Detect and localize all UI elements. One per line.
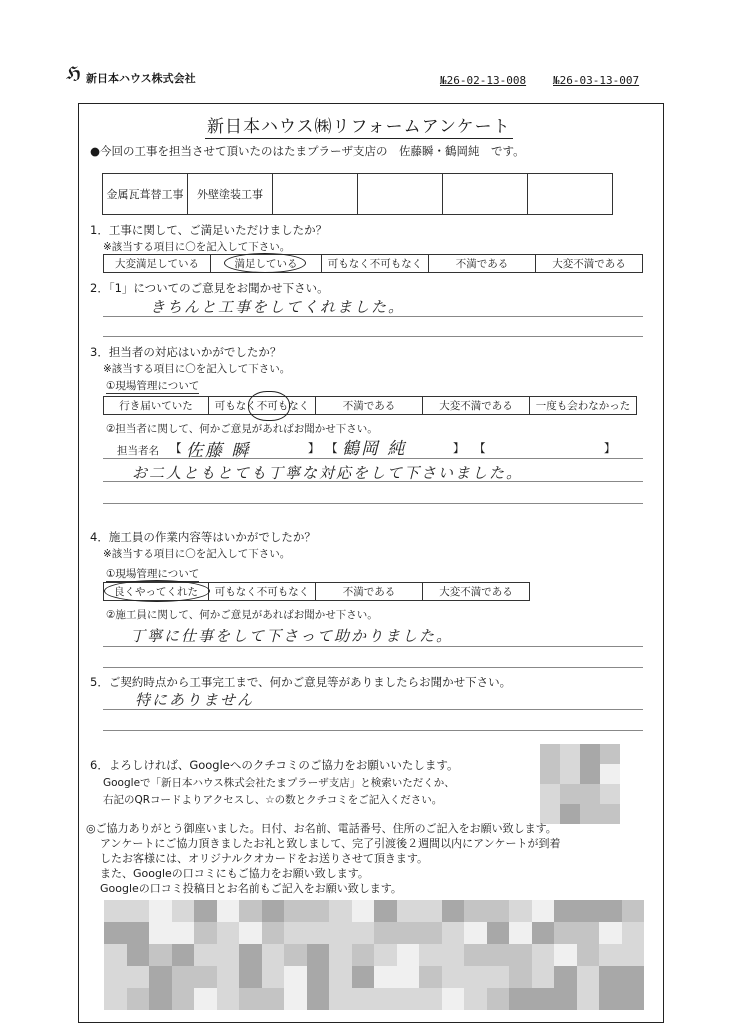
mosaic-cell xyxy=(464,900,487,922)
mosaic-cell xyxy=(127,966,150,988)
mosaic-cell xyxy=(284,900,307,922)
mosaic-cell xyxy=(560,744,580,764)
mosaic-cell xyxy=(580,764,600,784)
mosaic-cell xyxy=(127,944,150,966)
q6-line2: 右記のQRコードよりアクセスし、☆の数とクチコミをご記入ください。 xyxy=(103,794,443,806)
q3-rule-3 xyxy=(103,503,643,504)
mosaic-cell xyxy=(352,922,375,944)
mosaic-cell xyxy=(284,944,307,966)
mosaic-cell xyxy=(397,922,420,944)
mosaic-cell xyxy=(149,966,172,988)
closing-line-1: ◎ご協力ありがとう御座いました。日付、お名前、電話番号、住所のご記入をお願い致します。 xyxy=(86,822,557,835)
mosaic-cell xyxy=(464,944,487,966)
mosaic-cell xyxy=(172,944,195,966)
mosaic-cell xyxy=(622,988,645,1010)
mosaic-cell xyxy=(104,988,127,1010)
q3-rule-1 xyxy=(103,458,643,459)
doc-number-1: №26-02-13-008 xyxy=(440,74,527,87)
q4-sub1: ①現場管理について xyxy=(106,568,200,580)
q6-text: 6．よろしければ、Googleへのクチコミのご協力をお願いいたします。 xyxy=(90,758,459,772)
mosaic-cell xyxy=(540,804,560,824)
bracket-close-1: 】 xyxy=(308,441,320,455)
q4-selection-circle xyxy=(104,580,210,602)
mosaic-cell xyxy=(104,966,127,988)
mosaic-cell xyxy=(397,944,420,966)
mosaic-cell xyxy=(419,988,442,1010)
mosaic-cell xyxy=(509,944,532,966)
q5-text: 5．ご契約時点から工事完工まで、何かご意見等がありましたらお聞かせ下さい。 xyxy=(90,675,512,689)
mosaic-cell xyxy=(532,944,555,966)
mosaic-cell xyxy=(329,988,352,1010)
mosaic-cell xyxy=(487,966,510,988)
q3-rule-2 xyxy=(103,481,643,482)
q3-sub1: ①現場管理について xyxy=(106,380,200,392)
mosaic-cell xyxy=(577,966,600,988)
staff-name-1: 佐藤 瞬 xyxy=(186,441,251,461)
intro-text: ●今回の工事を担当させて頂いたのはたまプラーザ支店の 佐藤瞬・鶴岡純 です。 xyxy=(90,144,525,158)
mosaic-cell xyxy=(560,784,580,804)
mosaic-cell xyxy=(464,922,487,944)
q4-rule-2 xyxy=(103,667,643,668)
mosaic-cell xyxy=(374,944,397,966)
q3-selection-circle xyxy=(248,391,290,421)
mosaic-cell xyxy=(442,966,465,988)
survey-title: 新日本ハウス㈱リフォームアンケート xyxy=(205,112,513,139)
work-box-5 xyxy=(443,174,528,215)
mosaic-cell xyxy=(149,922,172,944)
bracket-open-3: 【 xyxy=(474,441,486,455)
mosaic-cell xyxy=(532,922,555,944)
q4-answer: 丁寧に仕事をして下さって助かりました。 xyxy=(130,627,454,645)
mosaic-cell xyxy=(577,988,600,1010)
q3-option-3[interactable]: 不満である xyxy=(316,397,423,415)
mosaic-cell xyxy=(397,988,420,1010)
mosaic-cell xyxy=(262,900,285,922)
mosaic-cell xyxy=(580,804,600,824)
q3-options xyxy=(103,396,637,415)
bracket-open-2: 【 xyxy=(326,441,338,455)
mosaic-cell xyxy=(560,804,580,824)
mosaic-cell xyxy=(419,966,442,988)
mosaic-cell xyxy=(374,966,397,988)
mosaic-cell xyxy=(374,900,397,922)
q4-note: ※該当する項目に〇を記入して下さい。 xyxy=(103,548,291,560)
q6-line1: Googleで「新日本ハウス株式会社たまプラーザ支店」と検索いただくか、 xyxy=(103,777,455,789)
mosaic-cell xyxy=(374,922,397,944)
q1-selection-circle xyxy=(224,253,306,273)
mosaic-cell xyxy=(329,922,352,944)
mosaic-cell xyxy=(442,922,465,944)
mosaic-cell xyxy=(352,966,375,988)
bracket-close-3: 】 xyxy=(604,441,616,455)
mosaic-cell xyxy=(352,944,375,966)
mosaic-cell xyxy=(487,922,510,944)
work-box-6 xyxy=(528,174,613,215)
closing-line-5: Googleの口コミ投稿日とお名前もご記入をお願い致します。 xyxy=(100,882,402,895)
q4-rule-1 xyxy=(103,646,643,647)
mosaic-cell xyxy=(600,764,620,784)
q3-text: 3．担当者の対応はいかがでしたか？ xyxy=(90,345,282,359)
mosaic-cell xyxy=(540,784,560,804)
q3-option-5[interactable]: 一度も会わなかった xyxy=(530,397,637,415)
mosaic-cell xyxy=(172,900,195,922)
q4-option-4[interactable]: 大変不満である xyxy=(423,583,530,601)
mosaic-cell xyxy=(532,966,555,988)
mosaic-cell xyxy=(577,944,600,966)
work-box-2: 外壁塗装工事 xyxy=(188,174,273,215)
mosaic-cell xyxy=(509,900,532,922)
mosaic-cell xyxy=(262,988,285,1010)
mosaic-cell xyxy=(172,966,195,988)
mosaic-cell xyxy=(540,744,560,764)
mosaic-cell xyxy=(194,944,217,966)
mosaic-cell xyxy=(487,988,510,1010)
mosaic-cell xyxy=(329,966,352,988)
mosaic-cell xyxy=(509,966,532,988)
mosaic-cell xyxy=(149,900,172,922)
mosaic-cell xyxy=(194,922,217,944)
mosaic-cell xyxy=(217,988,240,1010)
q3-option-4[interactable]: 大変不満である xyxy=(423,397,530,415)
q4-option-2[interactable]: 可もなく不可もなく xyxy=(209,583,316,601)
mosaic-cell xyxy=(239,900,262,922)
mosaic-cell xyxy=(239,922,262,944)
mosaic-cell xyxy=(352,900,375,922)
mosaic-cell xyxy=(194,966,217,988)
mosaic-cell xyxy=(307,900,330,922)
mosaic-cell xyxy=(104,900,127,922)
mosaic-cell xyxy=(419,944,442,966)
q1-note: ※該当する項目に〇を記入して下さい。 xyxy=(103,241,291,253)
mosaic-cell xyxy=(262,944,285,966)
mosaic-cell xyxy=(239,944,262,966)
staff-label: 担当者名 xyxy=(117,445,159,457)
mosaic-cell xyxy=(239,966,262,988)
q1-text: 1．工事に関して、ご満足いただけましたか？ xyxy=(90,223,328,237)
mosaic-cell xyxy=(307,944,330,966)
q1-option-4[interactable]: 不満である xyxy=(429,255,536,273)
mosaic-cell xyxy=(622,900,645,922)
q4-option-3[interactable]: 不満である xyxy=(316,583,423,601)
company-logo-icon: ℌ xyxy=(66,64,80,84)
doc-number-2: №26-03-13-007 xyxy=(553,74,640,87)
mosaic-cell xyxy=(554,988,577,1010)
q5-answer: 特にありません xyxy=(135,691,255,709)
mosaic-cell xyxy=(149,944,172,966)
q2-rule-1 xyxy=(103,316,643,317)
mosaic-cell xyxy=(622,966,645,988)
work-box-4 xyxy=(358,174,443,215)
work-type-table xyxy=(102,173,613,215)
mosaic-cell xyxy=(580,784,600,804)
qr-code[interactable] xyxy=(540,744,620,824)
closing-line-4: また、Googleの口コミにもご協力をお願い致します。 xyxy=(100,867,369,880)
q4-sub2: ②施工員に関して、何かご意見があればお聞かせ下さい。 xyxy=(106,609,378,621)
mosaic-cell xyxy=(127,922,150,944)
work-box-3 xyxy=(273,174,358,215)
mosaic-cell xyxy=(577,900,600,922)
mosaic-cell xyxy=(622,944,645,966)
mosaic-cell xyxy=(307,966,330,988)
mosaic-cell xyxy=(487,900,510,922)
mosaic-cell xyxy=(622,922,645,944)
q2-answer: きちんと工事をしてくれました。 xyxy=(150,298,406,316)
mosaic-cell xyxy=(307,988,330,1010)
mosaic-cell xyxy=(217,900,240,922)
mosaic-cell xyxy=(599,944,622,966)
q2-text: 2．「1」についてのご意見をお聞かせ下さい。 xyxy=(90,281,329,295)
q3-sub2: ②担当者に関して、何かご意見があればお聞かせ下さい。 xyxy=(106,423,378,435)
mosaic-cell xyxy=(284,922,307,944)
mosaic-cell xyxy=(577,922,600,944)
mosaic-cell xyxy=(419,922,442,944)
mosaic-cell xyxy=(284,966,307,988)
q1-options xyxy=(103,254,643,273)
mosaic-cell xyxy=(217,944,240,966)
mosaic-cell xyxy=(307,922,330,944)
bracket-close-2: 】 xyxy=(453,441,465,455)
q1-option-1[interactable]: 大変満足している xyxy=(104,255,211,273)
mosaic-cell xyxy=(262,966,285,988)
mosaic-cell xyxy=(599,922,622,944)
mosaic-cell xyxy=(127,900,150,922)
q1-option-3[interactable]: 可もなく不可もなく xyxy=(322,255,429,273)
mosaic-cell xyxy=(532,900,555,922)
q2-rule-2 xyxy=(103,336,643,337)
mosaic-cell xyxy=(352,988,375,1010)
mosaic-cell xyxy=(464,988,487,1010)
q5-rule-2 xyxy=(103,730,643,731)
mosaic-cell xyxy=(172,922,195,944)
mosaic-cell xyxy=(442,988,465,1010)
mosaic-cell xyxy=(554,966,577,988)
mosaic-cell xyxy=(532,988,555,1010)
mosaic-cell xyxy=(262,922,285,944)
mosaic-cell xyxy=(397,900,420,922)
q3-answer: お二人ともとても丁寧な対応をして下さいました。 xyxy=(132,464,524,482)
mosaic-cell xyxy=(509,988,532,1010)
mosaic-cell xyxy=(599,988,622,1010)
q3-option-1[interactable]: 行き届いていた xyxy=(104,397,209,415)
mosaic-cell xyxy=(599,966,622,988)
work-box-1: 金属瓦葺替工事 xyxy=(103,174,188,215)
mosaic-cell xyxy=(284,988,307,1010)
q4-option-1[interactable]: 良くやってくれた xyxy=(104,583,209,601)
q3-option-2[interactable]: 可もなく不可もなく xyxy=(209,397,316,415)
mosaic-cell xyxy=(600,784,620,804)
q3-note: ※該当する項目に〇を記入して下さい。 xyxy=(103,363,291,375)
mosaic-cell xyxy=(329,944,352,966)
mosaic-cell xyxy=(540,764,560,784)
mosaic-cell xyxy=(239,988,262,1010)
mosaic-cell xyxy=(419,900,442,922)
mosaic-cell xyxy=(554,922,577,944)
staff-name-2: 鶴岡 純 xyxy=(342,439,407,459)
redacted-customer-info xyxy=(104,900,644,1010)
q5-rule-1 xyxy=(103,709,643,710)
mosaic-cell xyxy=(217,966,240,988)
mosaic-cell xyxy=(580,744,600,764)
mosaic-cell xyxy=(600,744,620,764)
mosaic-cell xyxy=(599,900,622,922)
mosaic-cell xyxy=(172,988,195,1010)
mosaic-cell xyxy=(127,988,150,1010)
mosaic-cell xyxy=(374,988,397,1010)
mosaic-cell xyxy=(397,966,420,988)
mosaic-cell xyxy=(560,764,580,784)
q1-option-5[interactable]: 大変不満である xyxy=(536,255,643,273)
mosaic-cell xyxy=(217,922,240,944)
mosaic-cell xyxy=(554,944,577,966)
mosaic-cell xyxy=(442,900,465,922)
closing-line-3: したお客様には、オリジナルクオカードをお送りさせて頂きます。 xyxy=(100,852,429,865)
mosaic-cell xyxy=(487,944,510,966)
bracket-open-1: 【 xyxy=(170,441,182,455)
closing-line-2: アンケートにご協力頂きましたお礼と致しまして、完了引渡後２週間以内にアンケートが到着 xyxy=(100,837,561,850)
q4-text: 4．施工員の作業内容等はいかがでしたか？ xyxy=(90,530,316,544)
mosaic-cell xyxy=(509,922,532,944)
mosaic-cell xyxy=(194,988,217,1010)
mosaic-cell xyxy=(329,900,352,922)
company-name: 新日本ハウス株式会社 xyxy=(86,72,196,85)
mosaic-cell xyxy=(104,944,127,966)
q1-option-2[interactable]: 満足している xyxy=(211,255,322,273)
mosaic-cell xyxy=(149,988,172,1010)
mosaic-cell xyxy=(464,966,487,988)
mosaic-cell xyxy=(600,804,620,824)
mosaic-cell xyxy=(104,922,127,944)
mosaic-cell xyxy=(554,900,577,922)
mosaic-cell xyxy=(194,900,217,922)
mosaic-cell xyxy=(442,944,465,966)
